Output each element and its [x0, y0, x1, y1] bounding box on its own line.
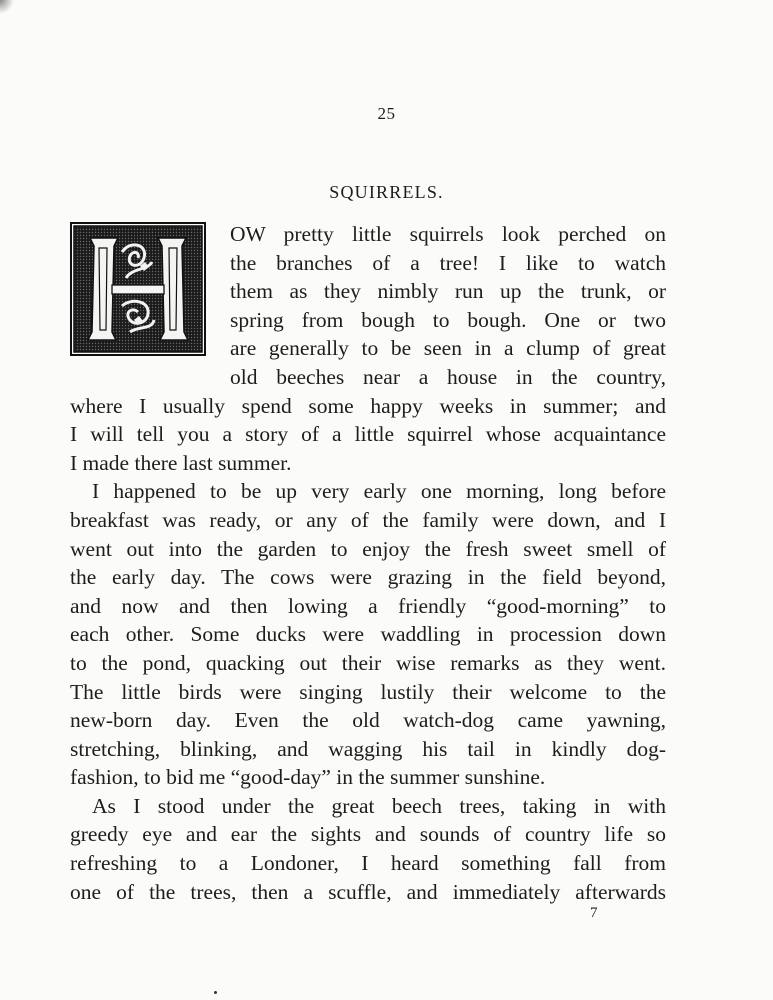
- text-line: fashion, to bid me “good-day” in the summer sunshine.: [70, 765, 546, 790]
- text-line: them as they nimbly run up the trunk, or: [230, 279, 666, 304]
- text-line: one of the trees, then a scuffle, and immediately afterwards: [70, 879, 666, 904]
- text-line: stretching, blinking, and wagging his tail in kindly dog-: [70, 736, 666, 761]
- text-line: went out into the garden to enjoy the fresh sweet smell of: [70, 536, 666, 561]
- text-line: the early day. The cows were grazing in the field beyond,: [70, 565, 666, 590]
- page-number: 25: [377, 104, 396, 123]
- text-line: each other. Some ducks were waddling in procession down: [70, 622, 666, 647]
- text-line: new-born day. Even the old watch-dog came yawning,: [70, 708, 666, 733]
- text-line: I made there last summer.: [70, 450, 292, 475]
- chapter-title: SQUIRRELS.: [329, 182, 444, 202]
- text-line: to the pond, quacking out their wise remarks as they went.: [70, 650, 666, 675]
- scan-corner-shadow: [0, 0, 14, 14]
- text-line: old beeches near a house in the country,: [230, 364, 666, 389]
- text-line: The little birds were singing lustily their welcome to the: [70, 679, 666, 704]
- text-line: I happened to be up very early one morning, long before: [92, 479, 666, 504]
- text-line: where I usually spend some happy weeks in summer; and: [70, 393, 666, 418]
- text-line: greedy eye and ear the sights and sounds of country life so: [70, 822, 666, 847]
- text-line: and now and then lowing a friendly “good-morning” to: [70, 593, 666, 618]
- text-line: As I stood under the great beech trees, taking in with: [92, 793, 666, 818]
- text-line: the branches of a tree! I like to watch: [230, 250, 666, 275]
- text-line: are generally to be seen in a clump of great: [230, 336, 666, 361]
- text-line: breakfast was ready, or any of the family were down, and I: [70, 507, 666, 532]
- body-text: [70, 220, 666, 906]
- scan-speck: [214, 991, 217, 994]
- text-line: refreshing to a Londoner, I heard something fall from: [70, 851, 666, 876]
- text-line: I will tell you a story of a little squirrel whose acquaintance: [70, 422, 666, 447]
- text-line: spring from bough to bough. One or two: [230, 307, 666, 332]
- signature-mark: 7: [590, 905, 598, 921]
- text-line: OW pretty little squirrels look perched on: [230, 222, 666, 246]
- ornamental-drop-cap-h: [70, 222, 206, 356]
